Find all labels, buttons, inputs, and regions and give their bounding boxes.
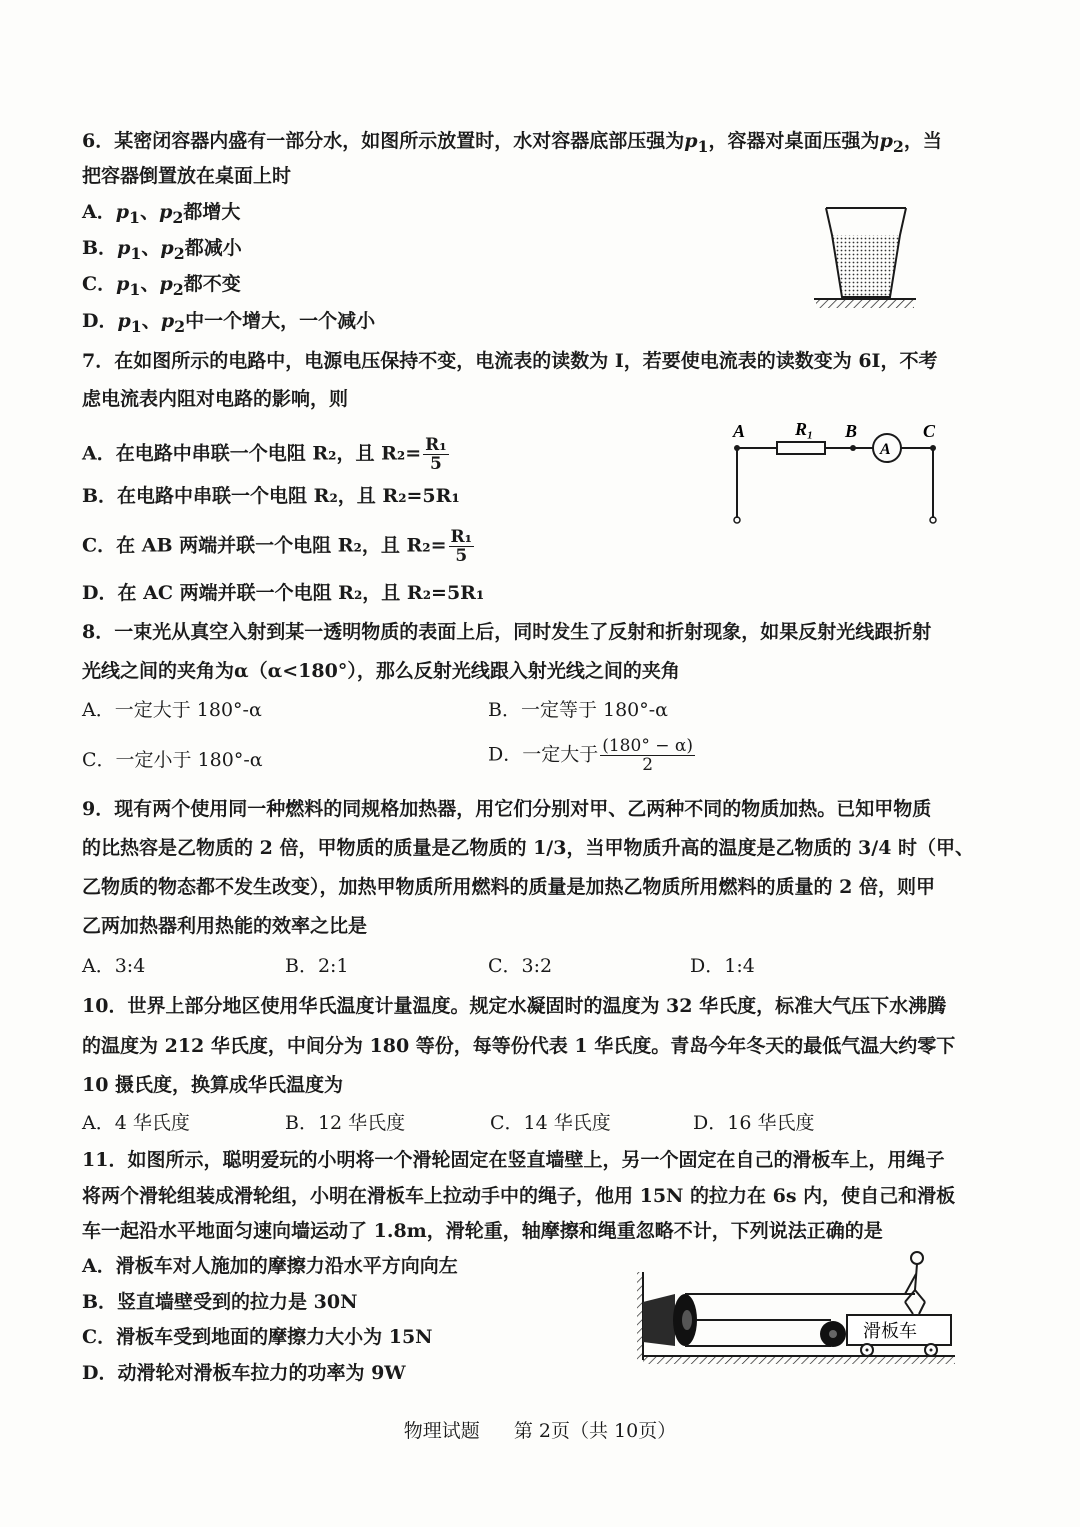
q9-option-c: C．3:2 [488,955,553,977]
person-icon [905,1252,925,1314]
resistor-r1 [777,442,825,454]
q7-stem-line2: 虑电流表内阻对电路的影响，则 [82,388,349,410]
q6-option-c: C．$p_1$、$p_2$都不变 [82,273,241,299]
circuit-diagram [725,415,950,530]
cart-label: 滑板车 [863,1321,917,1342]
q9-stem-line3: 乙物质的物态都不发生改变），加热甲物质所用燃料的质量是加热乙物质所用燃料的质量的 2 倍，则甲 [82,876,935,898]
q8-option-d: D．一定大于 $\frac{(180^\circ - \alpha)}{2}$ [488,736,693,775]
q10-stem-line2: 的温度为 212 华氏度，中间分为 180 等份，每等份代表 1 华氏度。青岛今年冬天的最低气温大约零下 [82,1035,956,1057]
q9-option-b: B．2:1 [285,955,349,977]
circuit-label-a: A [733,421,746,441]
q11-stem-line3: 车一起沿水平地面匀速向墙运动了 1.8m，滑轮重，轴摩擦和绳重忽略不计，下列说法正确的是 [82,1220,883,1242]
circuit-label-b: B [845,421,858,441]
q9-option-d: D．1:4 [690,955,755,977]
ammeter-label: A [880,441,891,458]
q11-stem-line2: 将两个滑轮组装成滑轮组，小明在滑板车上拉动手中的绳子，他用 15N 的拉力在 6s 内，使自己和滑板 [82,1185,956,1207]
q8-option-a: A．一定大于 180°-α [82,699,262,721]
q7-option-c: C．在 AB 两端并联一个电阻 R₂，且 R₂= $\frac{\text{R₁}}{5}$ [82,527,473,566]
q6-option-d: D．$p_1$、$p_2$中一个增大，一个减小 [82,310,376,336]
q8-stem-line2: 光线之间的夹角为α（α<180°），那么反射光线跟入射光线之间的夹角 [82,660,680,682]
q7-option-a: A．在电路中串联一个电阻 R₂，且 R₂= $\frac{\text{R₁}}{5}$ [82,435,447,474]
q11-option-d: D．动滑轮对滑板车拉力的功率为 9W [82,1362,406,1384]
footer-subject: 物理试题 [403,1420,480,1442]
q9-stem-line2: 的比热容是乙物质的 2 倍，甲物质的质量是乙物质的 1/3，当甲物质升高的温度是乙物质的 3/4 时（甲、 [82,837,975,859]
q11-option-c: C．滑板车受到地面的摩擦力大小为 15N [82,1326,433,1348]
q9-option-a: A．3:4 [82,955,146,977]
container-figure [812,205,922,315]
q11-option-b: B．竖直墙壁受到的拉力是 30N [82,1291,358,1313]
q6-option-a: A．$p_1$、$p_2$都增大 [82,201,241,227]
q10-option-a: A．4 华氏度 [82,1112,190,1134]
circuit-label-c: C [923,421,936,441]
q8-stem-line1: 8．一束光从真空入射到某一透明物质的表面上后，同时发生了反射和折射现象，如果反射光线跟折射 [82,621,932,643]
q8-option-c: C．一定小于 180°-α [82,749,263,771]
q9-stem-line1: 9．现有两个使用同一种燃料的同规格加热器，用它们分别对甲、乙两种不同的物质加热。已知甲物质 [82,798,932,820]
q11-stem-line1: 11．如图所示，聪明爱玩的小明将一个滑轮固定在竖直墙壁上，另一个固定在自己的滑板车上，用绳子 [82,1149,945,1171]
pulley-figure [635,1250,960,1368]
footer-page: 第 2页（共 10页） [513,1420,677,1442]
q10-option-c: C．14 华氏度 [490,1112,611,1134]
ground [643,1357,955,1364]
q9-stem-line4: 乙两加热器利用热能的效率之比是 [82,915,368,937]
q7-option-d: D．在 AC 两端并联一个电阻 R₂，且 R₂=5R₁ [82,582,485,604]
q7-option-b: B．在电路中串联一个电阻 R₂，且 R₂=5R₁ [82,485,460,507]
q11-option-a: A．滑板车对人施加的摩擦力沿水平方向向左 [82,1255,458,1277]
circuit-label-r1: R₁ [795,419,814,439]
q6-option-b: B．$p_1$、$p_2$都减小 [82,237,242,263]
q10-stem-line3: 10 摄氏度，换算成华氏温度为 [82,1074,344,1096]
q10-stem-line1: 10．世界上部分地区使用华氏温度计量温度。规定水凝固时的温度为 32 华氏度，标准大气压下水沸腾 [82,995,947,1017]
q7-stem-line1: 7．在如图所示的电路中，电源电压保持不变，电流表的读数为 I，若要使电流表的读数变为 6I，不考 [82,350,938,372]
q10-option-d: D．16 华氏度 [693,1112,815,1134]
q6-stem-line2: 把容器倒置放在桌面上时 [82,165,292,187]
q10-option-b: B．12 华氏度 [285,1112,406,1134]
q6-stem-line1: 6．某密闭容器内盛有一部分水，如图所示放置时，水对容器底部压强为$p_1$，容器对桌面压强为$p_2$，当 [82,130,942,156]
page-footer [0,1416,1080,1443]
q8-option-b: B．一定等于 180°-α [488,699,669,721]
